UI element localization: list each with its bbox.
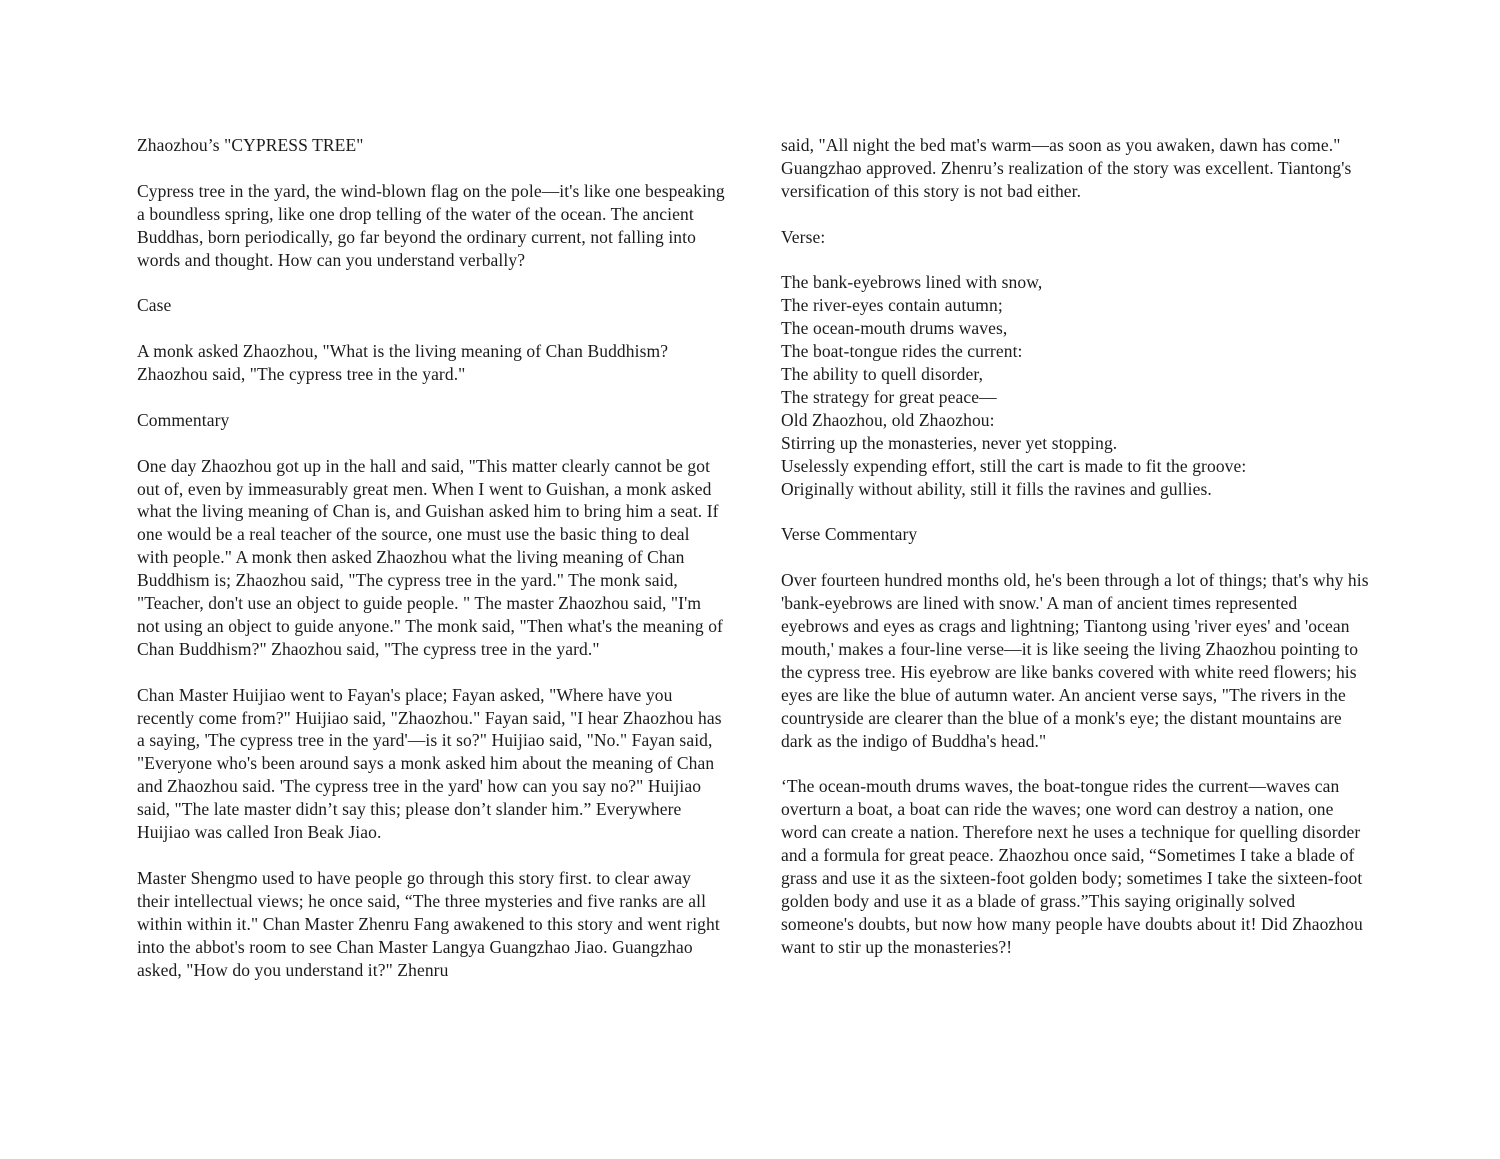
intro-paragraph: Cypress tree in the yard, the wind-blown flag on the pole—it's like one bespeaking a boundless spring, like one drop telling of the water of the ocean. The ancient Buddhas, born periodically, go far beyond the ordinary current, not falling into words and thought. How can you understand verbally? <box>137 180 725 270</box>
case-paragraph: A monk asked Zhaozhou, "What is the living meaning of Chan Buddhism? Zhaozhou said, "The cypress tree in the yard." <box>137 341 669 385</box>
commentary-paragraph-1: One day Zhaozhou got up in the hall and said, "This matter clearly cannot be got out of, even by immeasurably great men. When I went to Guishan, a monk asked what the living meaning of Chan is, and Guishan asked him to bring him a seat. If one would be a real teacher of the source, one must use the basic thing to deal with people." A monk then asked Zhaozhou what the living meaning of Chan Buddhism is; Zhaozhou said, "The cypress tree in the yard." The monk said, "Teacher, don't use an object to guide people. " The master Zhaozhou said, "I'm not using an object to guide anyone." The monk said, "Then what's the meaning of Chan Buddhism?" Zhaozhou said, "The cypress tree in the yard." <box>137 455 723 659</box>
verse-commentary-heading: Verse Commentary <box>781 524 918 545</box>
commentary-heading: Commentary <box>137 409 230 430</box>
page-title: Zhaozhou’s "CYPRESS TREE" <box>137 135 364 155</box>
verse-line: Stirring up the monasteries, never yet stopping. <box>781 432 1118 453</box>
verse-line: Originally without ability, still it fills the ravines and gullies. <box>781 478 1212 499</box>
case-heading: Case <box>137 295 172 316</box>
continuation-paragraph: said, "All night the bed mat's warm—as soon as you awaken, dawn has come." Guangzhao approved. Zhenru’s realization of the story was excellent. Tiantong's versification of this story is not bad either. <box>781 135 1352 201</box>
verse-line: The ability to quell disorder, <box>781 364 984 385</box>
verse-line: The strategy for great peace— <box>781 386 997 407</box>
verse-line: The bank-eyebrows lined with snow, <box>781 272 1043 293</box>
verse-commentary-paragraph-1: Over fourteen hundred months old, he's been through a lot of things; that's why his 'bank-eyebrows are lined with snow.' A man of ancient times represented eyebrows and eyes as crags and lightning; Tiantong using 'river eyes' and 'ocean mouth,' makes a four-line verse—it is like seeing the living Zhaozhou pointing to the cypress tree. His eyebrow are like banks covered with white reed flowers; his eyes are like the blue of autumn water. An ancient verse says, "The rivers in the countryside are clearer than the blue of a monk's eye; the distant mountains are dark as the indigo of Buddha's head." <box>781 570 1369 751</box>
verse-line: The boat-tongue rides the current: <box>781 341 1023 362</box>
verse-commentary-paragraph-2: ‘The ocean-mouth drums waves, the boat-tongue rides the current—waves can overturn a boat, a boat can ride the waves; one word can destroy a nation, one word can create a nation. Therefore next he uses a technique for quelling disorder and a formula for great peace. Zhaozhou once said, “Sometimes I take a blade of grass and use it as the sixteen-foot golden body; sometimes I take the sixteen-foot golden body and use it as a blade of grass.”This saying originally solved someone's doubts, but now how many people have doubts about it! Did Zhaozhou want to stir up the monasteries?! <box>781 776 1363 957</box>
verse-block <box>781 271 1369 500</box>
commentary-paragraph-3: Master Shengmo used to have people go through this story first. to clear away their intellectual views; he once said, “The three mysteries and five ranks are all within within it." Chan Master Zhenru Fang awakened to this story and went right into the abbot's room to see Chan Master Langya Guangzhao Jiao. Guangzhao asked, "How do you understand it?" Zhenru <box>137 867 720 980</box>
verse-heading: Verse: <box>781 226 826 247</box>
commentary-paragraph-2: Chan Master Huijiao went to Fayan's place; Fayan asked, "Where have you recently come from?" Huijiao said, "Zhaozhou." Fayan said, "I hear Zhaozhou has a saying, 'The cypress tree in the yard'—is it so?" Huijiao said, "No." Fayan said, "Everyone who's been around says a monk asked him about the meaning of Chan and Zhaozhou said. 'The cypress tree in the yard' how can you say no?" Huijiao said, "The late master didn’t say this; please don’t slander him.” Everywhere Huijiao was called Iron Beak Jiao. <box>137 684 722 843</box>
verse-line: Old Zhaozhou, old Zhaozhou: <box>781 409 995 430</box>
verse-line: Uselessly expending effort, still the cart is made to fit the groove: <box>781 455 1247 476</box>
right-column <box>781 134 1369 981</box>
verse-line: The river-eyes contain autumn; <box>781 295 1003 316</box>
left-column <box>137 134 725 1004</box>
verse-line: The ocean-mouth drums waves, <box>781 318 1008 339</box>
